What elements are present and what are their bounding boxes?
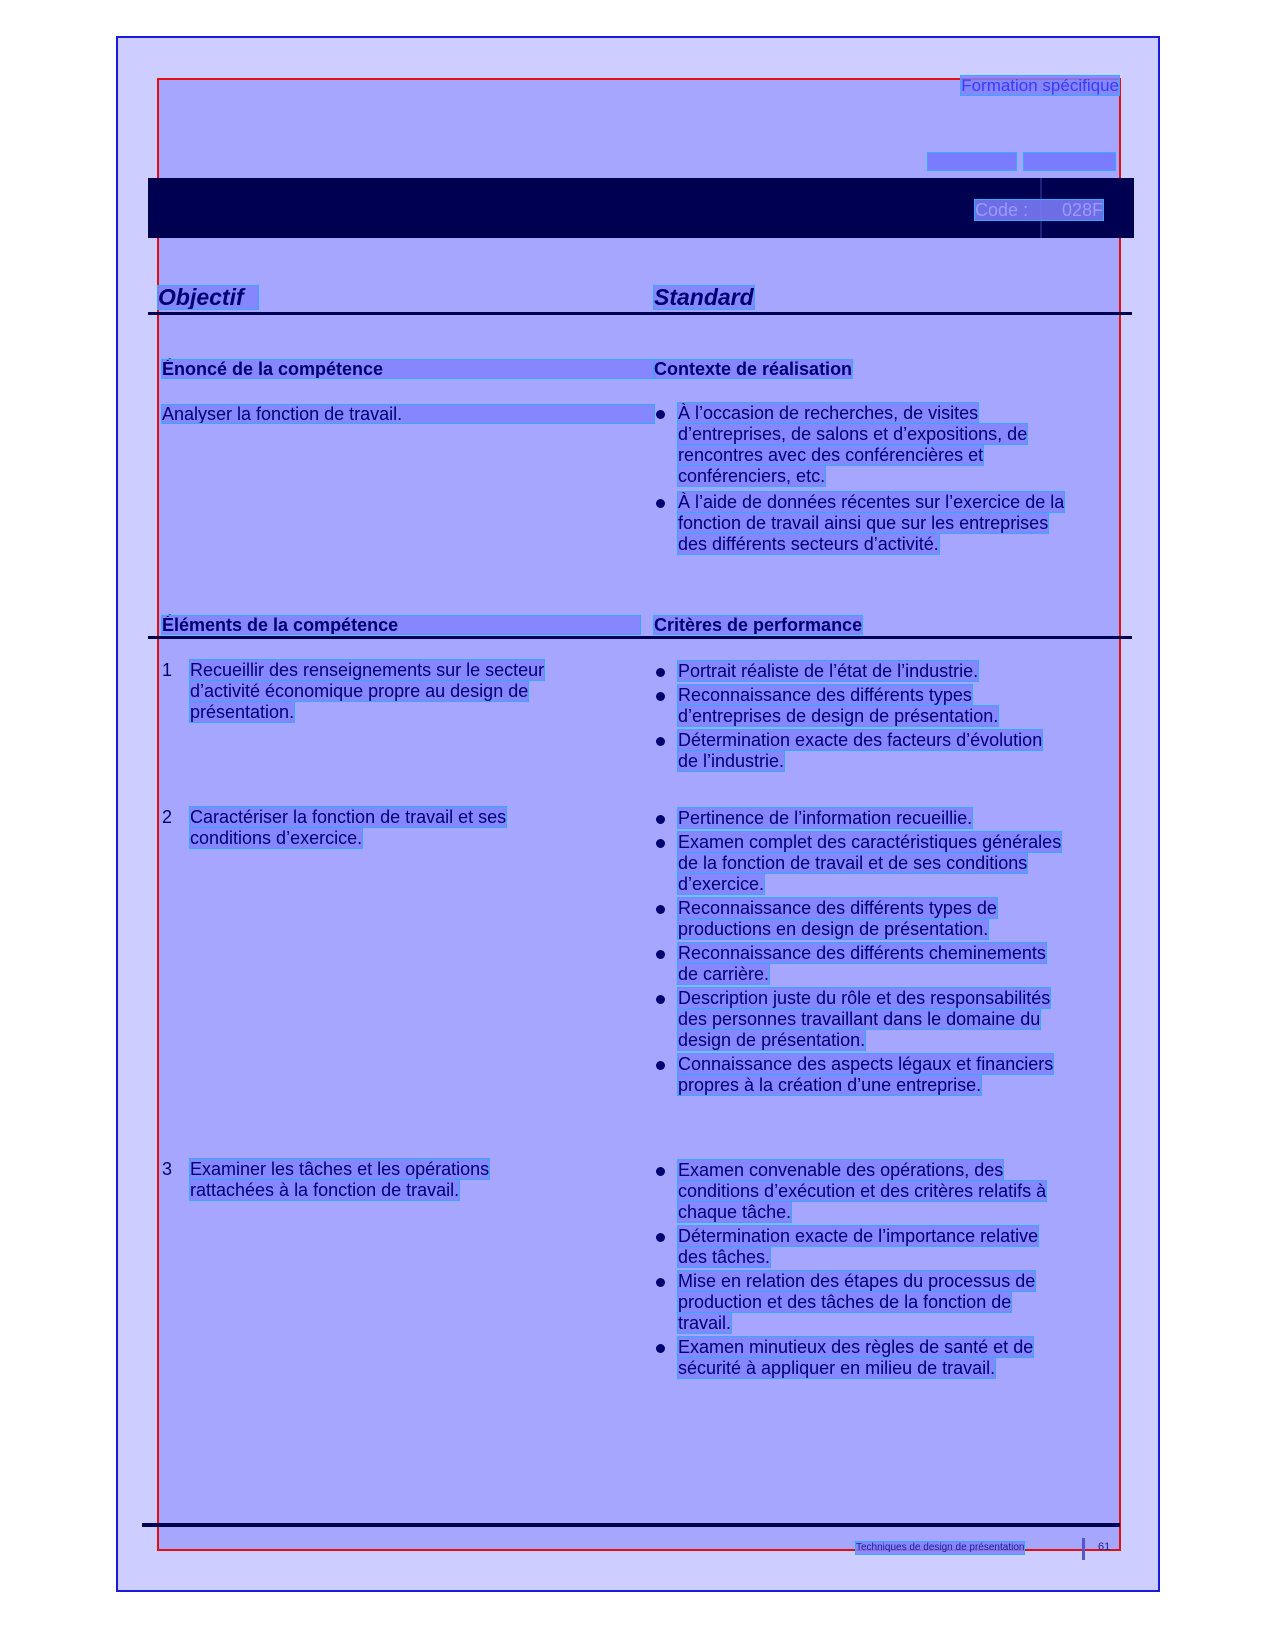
footer-separator <box>1082 1538 1085 1560</box>
text-line: Détermination exacte des facteurs d’évolution <box>678 730 1043 750</box>
criteres-heading: Critères de performance <box>654 615 863 635</box>
text-line: Reconnaissance des différents types <box>678 685 972 705</box>
text-line: rencontres avec des conférencières et <box>678 445 984 465</box>
text-line: de l’industrie. <box>678 751 785 771</box>
text-line: de la fonction de travail et de ses conditions <box>678 853 1028 873</box>
text-line: sécurité à appliquer en milieu de travail. <box>678 1358 996 1378</box>
criterion-item <box>656 1337 1126 1379</box>
bullet-icon <box>656 1167 665 1176</box>
text-line: Mise en relation des étapes du processus de <box>678 1271 1036 1291</box>
text-line: Examen convenable des opérations, des <box>678 1160 1004 1180</box>
element-text-line: Examiner les tâches et les opérations <box>190 1159 490 1179</box>
element-number: 3 <box>162 1159 173 1179</box>
text-line: Reconnaissance des différents cheminements <box>678 943 1046 963</box>
elements-heading: Éléments de la compétence <box>162 616 640 634</box>
text-line: Portrait réaliste de l’état de l’industrie. <box>678 661 979 681</box>
bullet-icon <box>656 499 665 508</box>
bullet-icon <box>656 815 665 824</box>
footer-program: Techniques de design de présentation <box>856 1542 1025 1553</box>
text-line: conditions d’exécution et des critères relatifs à <box>678 1181 1047 1201</box>
bullet-icon <box>656 737 665 746</box>
bullet-icon <box>656 905 665 914</box>
text-line: chaque tâche. <box>678 1202 792 1222</box>
text-line: À l’aide de données récentes sur l’exercice de la <box>678 492 1065 512</box>
bullet-icon <box>656 1233 665 1242</box>
element-number: 2 <box>162 807 173 827</box>
text-line: d’entreprises, de salons et d’expositions, de <box>678 424 1028 444</box>
section-rule <box>148 312 1132 315</box>
element-text-line: présentation. <box>190 702 295 722</box>
text-line: Description juste du rôle et des responsabilités <box>678 988 1051 1008</box>
text-line: Pertinence de l’information recueillie. <box>678 808 973 828</box>
text-line: fonction de travail ainsi que sur les entreprises <box>678 513 1049 533</box>
objectif-heading: Objectif <box>158 286 258 309</box>
criterion-item <box>656 988 1126 1051</box>
bullet-icon <box>656 1278 665 1287</box>
text-line: À l’occasion de recherches, de visites <box>678 403 979 423</box>
element-item <box>162 660 642 723</box>
text-line: productions en design de présentation. <box>678 919 989 939</box>
bullet-icon <box>656 950 665 959</box>
elements-rule <box>148 636 1132 639</box>
bullet-icon <box>656 1344 665 1353</box>
text-line: conférenciers, etc. <box>678 466 826 486</box>
contexte-list <box>656 403 1126 560</box>
element-text-line: conditions d’exercice. <box>190 828 363 848</box>
contexte-item <box>656 492 1126 555</box>
text-line: Reconnaissance des différents types de <box>678 898 997 918</box>
code-value: 028F <box>1062 200 1104 220</box>
criteria-list <box>656 661 1126 775</box>
text-line: propres à la création d’une entreprise. <box>678 1075 982 1095</box>
criterion-item <box>656 1054 1126 1096</box>
text-line: Détermination exacte de l’importance relative <box>678 1226 1039 1246</box>
bullet-icon <box>656 995 665 1004</box>
bullet-icon <box>656 692 665 701</box>
bullet-icon <box>656 410 665 419</box>
criterion-item <box>656 832 1126 895</box>
text-line: Examen complet des caractéristiques générales <box>678 832 1062 852</box>
contexte-heading: Contexte de réalisation <box>654 359 853 379</box>
enonce-heading: Énoncé de la compétence <box>162 360 654 378</box>
element-text-line: rattachées à la fonction de travail. <box>190 1180 460 1200</box>
element-text-line: d’activité économique propre au design de <box>190 681 529 701</box>
criterion-item <box>656 661 1126 682</box>
code-label: Code : <box>975 200 1029 220</box>
element-item <box>162 807 642 849</box>
criterion-item <box>656 1226 1126 1268</box>
enonce-text: Analyser la fonction de travail. <box>162 405 654 423</box>
criterion-item <box>656 1160 1126 1223</box>
criterion-item <box>656 808 1126 829</box>
contexte-item <box>656 403 1126 487</box>
text-line: d’entreprises de design de présentation. <box>678 706 999 726</box>
text-line: de carrière. <box>678 964 770 984</box>
bullet-icon <box>656 839 665 848</box>
text-line: design de présentation. <box>678 1030 866 1050</box>
text-line: Connaissance des aspects légaux et financiers <box>678 1054 1054 1074</box>
criteria-list <box>656 1160 1126 1382</box>
criterion-item <box>656 1271 1126 1334</box>
text-line: travail. <box>678 1313 732 1333</box>
text-line: d’exercice. <box>678 874 765 894</box>
element-text-line: Recueillir des renseignements sur le secteur <box>190 660 545 680</box>
element-text-line: Caractériser la fonction de travail et ses <box>190 807 507 827</box>
formation-label: Formation spécifique <box>961 76 1119 95</box>
criterion-item <box>656 898 1126 940</box>
criterion-item <box>656 730 1126 772</box>
criterion-item <box>656 943 1126 985</box>
text-line: des tâches. <box>678 1247 771 1267</box>
element-item <box>162 1159 642 1201</box>
element-number: 1 <box>162 660 173 680</box>
code-field <box>975 200 1103 220</box>
criteria-list <box>656 808 1126 1099</box>
bullet-icon <box>656 668 665 677</box>
page-number: 61 <box>1098 1541 1111 1553</box>
footer-rule <box>142 1523 1120 1527</box>
text-line: production et des tâches de la fonction de <box>678 1292 1012 1312</box>
criterion-item <box>656 685 1126 727</box>
text-line: Examen minutieux des règles de santé et de <box>678 1337 1034 1357</box>
standard-heading: Standard <box>654 284 754 310</box>
text-line: des personnes travaillant dans le domaine du <box>678 1009 1041 1029</box>
bullet-icon <box>656 1061 665 1070</box>
text-line: des différents secteurs d’activité. <box>678 534 939 554</box>
